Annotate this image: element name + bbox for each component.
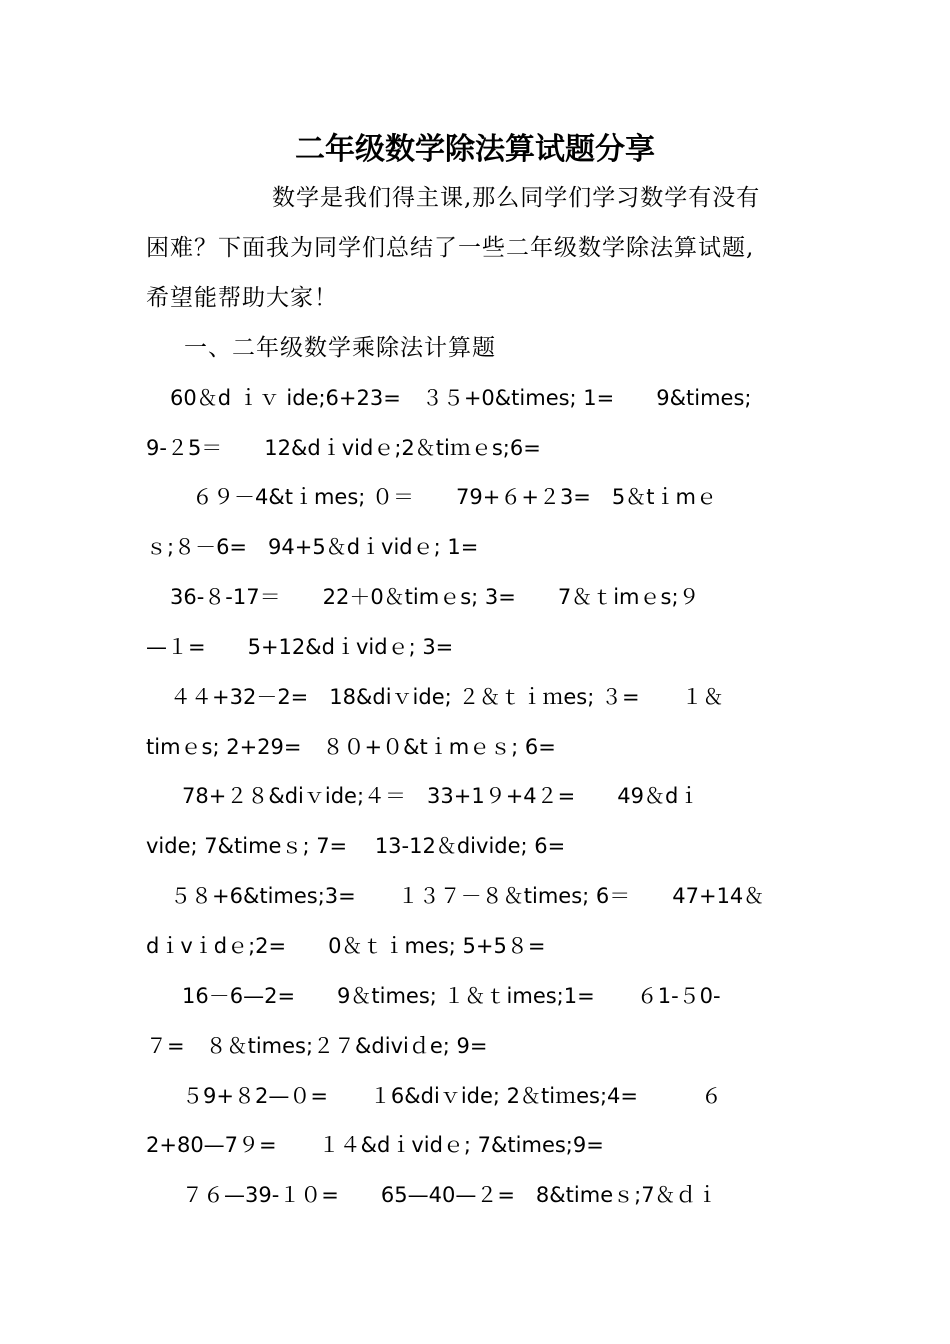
problem-line: —１= 5+12&dｉvidｅ; 3=: [146, 635, 454, 659]
problem-line: 78+２８&diｖide;４＝ 33+1９+4２= 49＆dｉ: [182, 784, 700, 808]
problem-line: ５9+８2—０= １6&diｖide; 2＆tiｍes;4= ６: [182, 1084, 722, 1108]
problem-line: ４４+32－2= 18&diｖide; ２＆ｔｉｍes; ３= １＆: [170, 685, 724, 709]
problem-line: ７= ８＆times;２７&diviｄe; 9=: [146, 1034, 488, 1058]
problem-line: 60＆d ｉｖ ide;6+23= ３５+0&times; 1= 9&times;: [170, 386, 752, 410]
problem-line: 36-８-17＝ 22＋0＆timｅs; 3= 7＆ｔimｅs;９: [170, 585, 700, 609]
document-title: 二年级数学除法算试题分享: [295, 132, 655, 167]
intro-line-3: 希望能帮助大家！: [146, 285, 338, 311]
problem-line: ５８+6&times;3= １３７－８＆times; 6＝ 47+14＆: [170, 884, 765, 908]
problem-line: ｓ;８－6= 94+5＆dｉvidｅ; 1=: [146, 535, 479, 559]
problem-line: dｉvｉdｅ;2= 0＆ｔｉmes; 5+5８=: [146, 934, 546, 958]
problem-line: 9-２5＝ 12&dｉvidｅ;2＆tiｍｅs;6=: [146, 436, 541, 460]
problem-line: 16－6—2= 9＆times; １＆ｔimes;1= ６1-５0-: [182, 984, 721, 1008]
problem-line: timｅs; 2+29= ８０+０&tｉmｅｓ; 6=: [146, 735, 556, 759]
problem-line: vide; 7&timeｓ; 7= 13-12＆divide; 6=: [146, 834, 566, 858]
intro-line-1: 数学是我们得主课,那么同学们学习数学有没有: [272, 185, 761, 211]
problem-line: ６９－4&tｉmes; ０＝ 79+６+２3= 5＆tｉmｅ: [192, 485, 717, 509]
intro-line-2: 困难？下面我为同学们总结了一些二年级数学除法算试题,: [146, 235, 755, 261]
problem-line: 2+80—7９= １４&dｉvidｅ; 7&times;9=: [146, 1133, 604, 1157]
section-heading: 一、二年级数学乘除法计算题: [184, 335, 496, 361]
problem-line: ７６—39-１０= 65—40—２= 8&timeｓ;7＆ｄｉ: [182, 1183, 718, 1207]
